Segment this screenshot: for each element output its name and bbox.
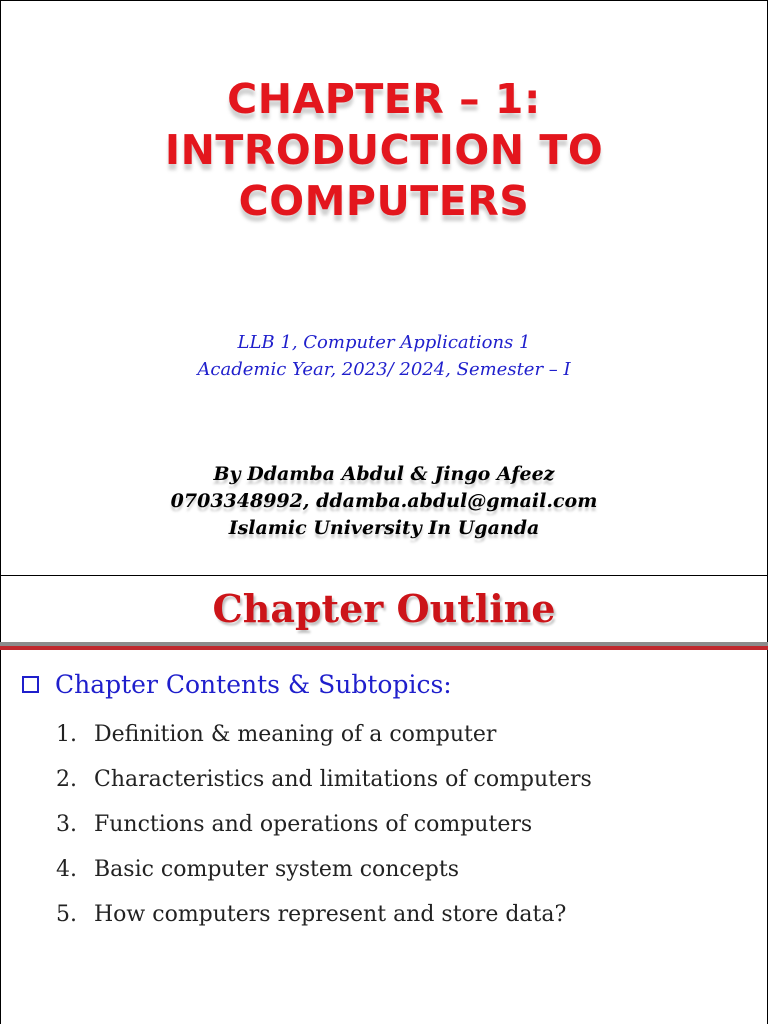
list-item [56,847,592,892]
list-item [56,757,592,802]
academic-year-line: Academic Year, 2023/ 2024, Semester – I [197,359,571,380]
list-item-number: 3. [56,812,77,837]
checkbox-bullet-icon [22,676,39,693]
chapter-title-line-1: CHAPTER – 1: [227,75,541,123]
list-item-text: Functions and operations of computers [94,812,533,837]
author-line: By Ddamba Abdul & Jingo Afeez [213,463,555,485]
chapter-title [0,74,768,227]
contact-line: 0703348992, ddamba.abdul@gmail.com [170,490,598,512]
list-item-text: Characteristics and limitations of computers [94,767,592,792]
section-heading-text: Chapter Contents & Subtopics: [55,669,452,699]
list-item-text: Basic computer system concepts [94,857,459,882]
list-item-number: 1. [56,722,77,747]
section-heading [22,666,452,702]
institution-line: Islamic University In Uganda [228,517,540,539]
list-item [56,712,592,757]
subtopic-list [56,712,592,937]
list-item-number: 4. [56,857,77,882]
divider-red [0,646,768,650]
chapter-title-line-3: COMPUTERS [238,177,530,225]
list-item [56,802,592,847]
list-item [56,892,592,937]
chapter-title-line-2: INTRODUCTION TO [164,126,604,174]
outline-title: Chapter Outline [212,586,556,631]
list-item-number: 2. [56,767,77,792]
list-item-number: 5. [56,902,77,927]
course-line: LLB 1, Computer Applications 1 [237,332,531,353]
author-info [0,461,768,542]
course-info [0,329,768,383]
list-item-text: How computers represent and store data? [94,902,567,927]
list-item-text: Definition & meaning of a computer [94,722,497,747]
